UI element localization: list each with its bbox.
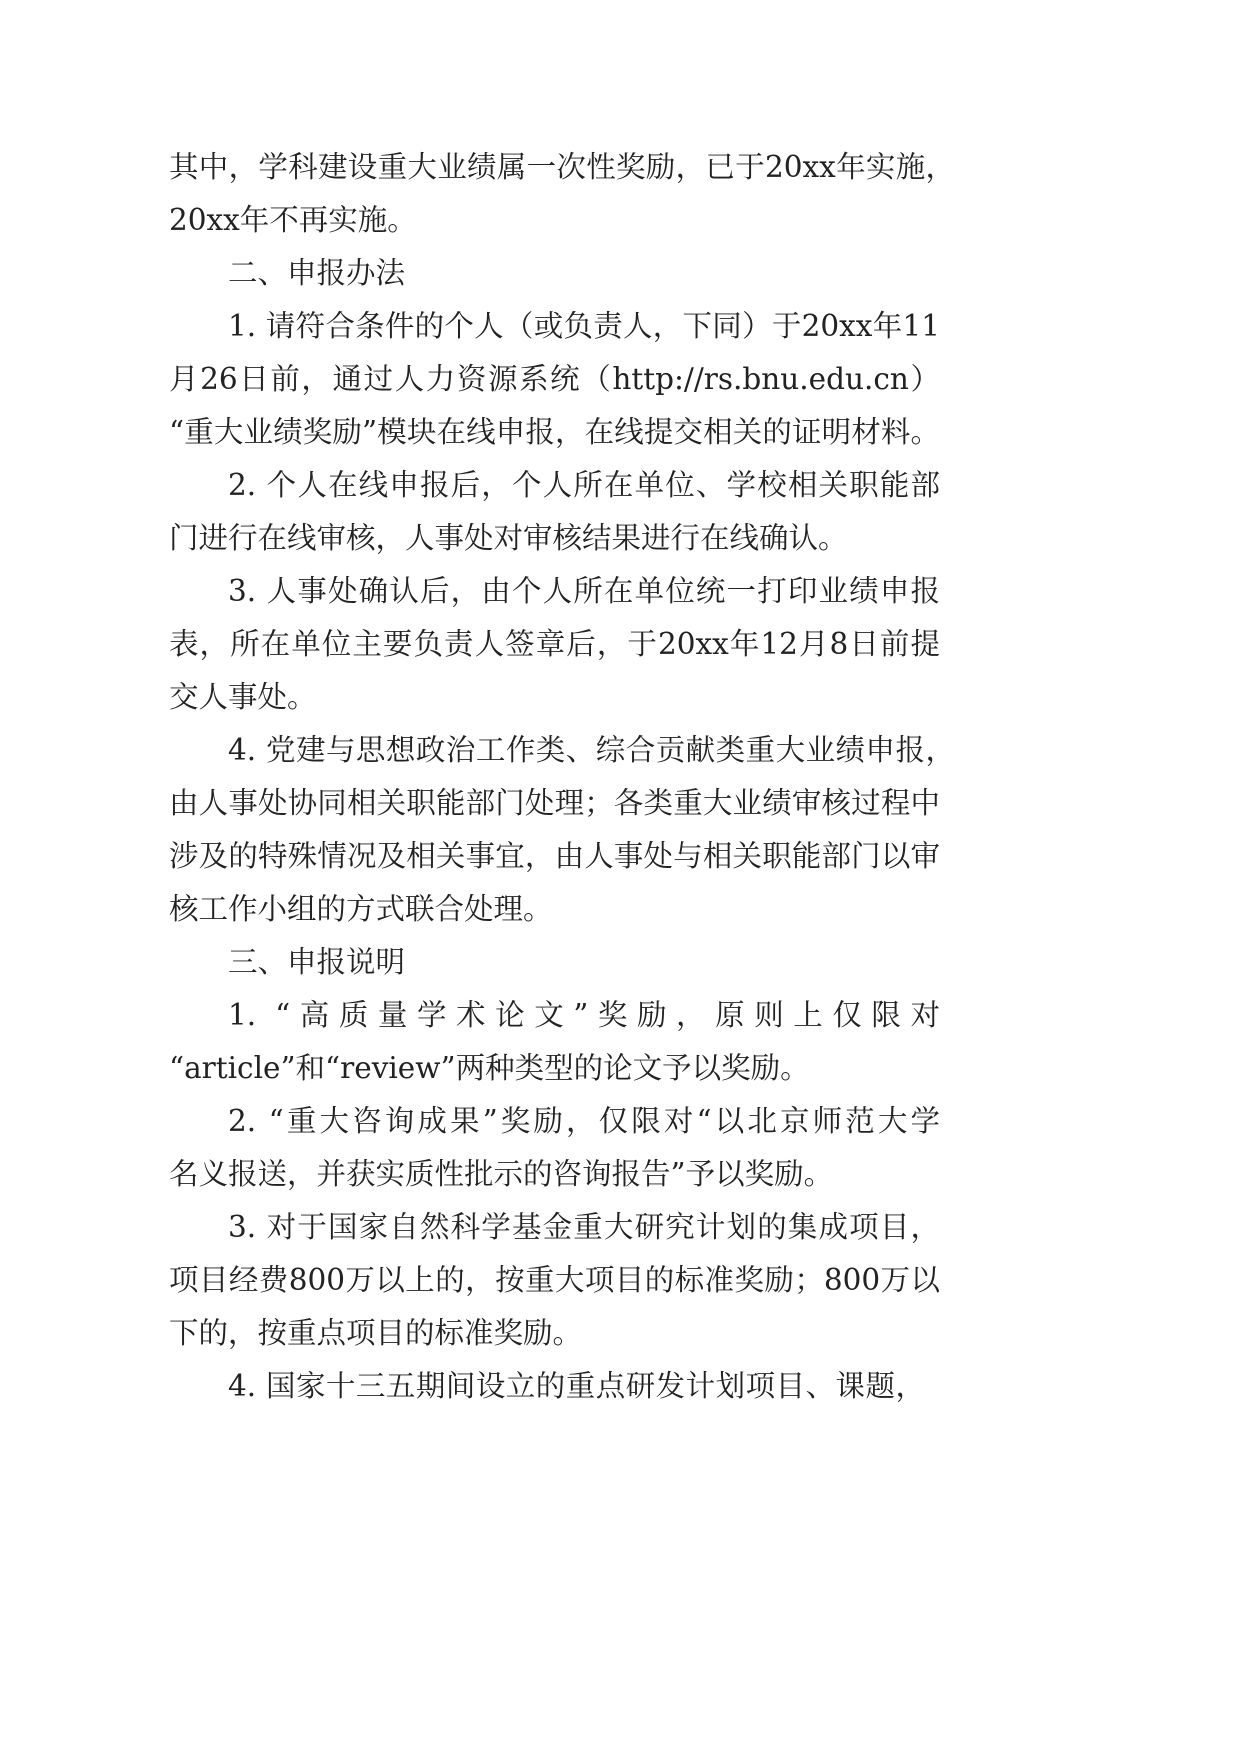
section-heading-2: 二、申报办法 [228,256,406,290]
body-line-18: “article”和“review”两种类型的论文予以奖励。 [169,1051,810,1085]
section-heading-3: 三、申报说明 [228,945,406,979]
body-line-10: 表，所在单位主要负责人签章后，于20xx年12月8日前提 [169,627,940,661]
body-line-6: “重大业绩奖励”模块在线申报，在线提交相关的证明材料。 [169,415,940,449]
body-line-15: 核工作小组的方式联合处理。 [169,892,553,926]
body-line-8: 门进行在线审核，人事处对审核结果进行在线确认。 [169,521,848,555]
body-line-4: 1. 请符合条件的个人（或负责人，下同）于20xx年11 [228,309,940,343]
body-line-21: 3. 对于国家自然科学基金重大研究计划的集成项目， [228,1210,940,1244]
body-line-7: 2. 个人在线申报后，个人所在单位、学校相关职能部 [228,468,940,502]
body-line-14: 涉及的特殊情况及相关事宜，由人事处与相关职能部门以审 [169,839,940,873]
body-line-17: 1. “高质量学术论文”奖励，原则上仅限对 [228,998,940,1032]
body-line-1: 其中，学科建设重大业绩属一次性奖励，已于20xx年实施， [169,150,955,184]
body-line-20: 名义报送，并获实质性批示的咨询报告”予以奖励。 [169,1157,834,1191]
body-line-12: 4. 党建与思想政治工作类、综合贡献类重大业绩申报， [228,733,955,767]
body-line-9: 3. 人事处确认后，由个人所在单位统一打印业绩申报 [228,574,940,608]
body-line-22: 项目经费800万以上的，按重大项目的标准奖励；800万以 [169,1263,940,1297]
body-line-23: 下的，按重点项目的标准奖励。 [169,1316,583,1350]
body-line-2: 20xx年不再实施。 [169,203,417,237]
body-line-5: 月26日前，通过人力资源系统（http://rs.bnu.edu.cn） [169,362,940,396]
body-line-11: 交人事处。 [169,680,317,714]
body-line-13: 由人事处协同相关职能部门处理；各类重大业绩审核过程中 [169,786,940,820]
body-line-19: 2. “重大咨询成果”奖励，仅限对“以北京师范大学 [228,1104,940,1138]
body-line-24: 4. 国家十三五期间设立的重点研发计划项目、课题， [228,1369,925,1403]
